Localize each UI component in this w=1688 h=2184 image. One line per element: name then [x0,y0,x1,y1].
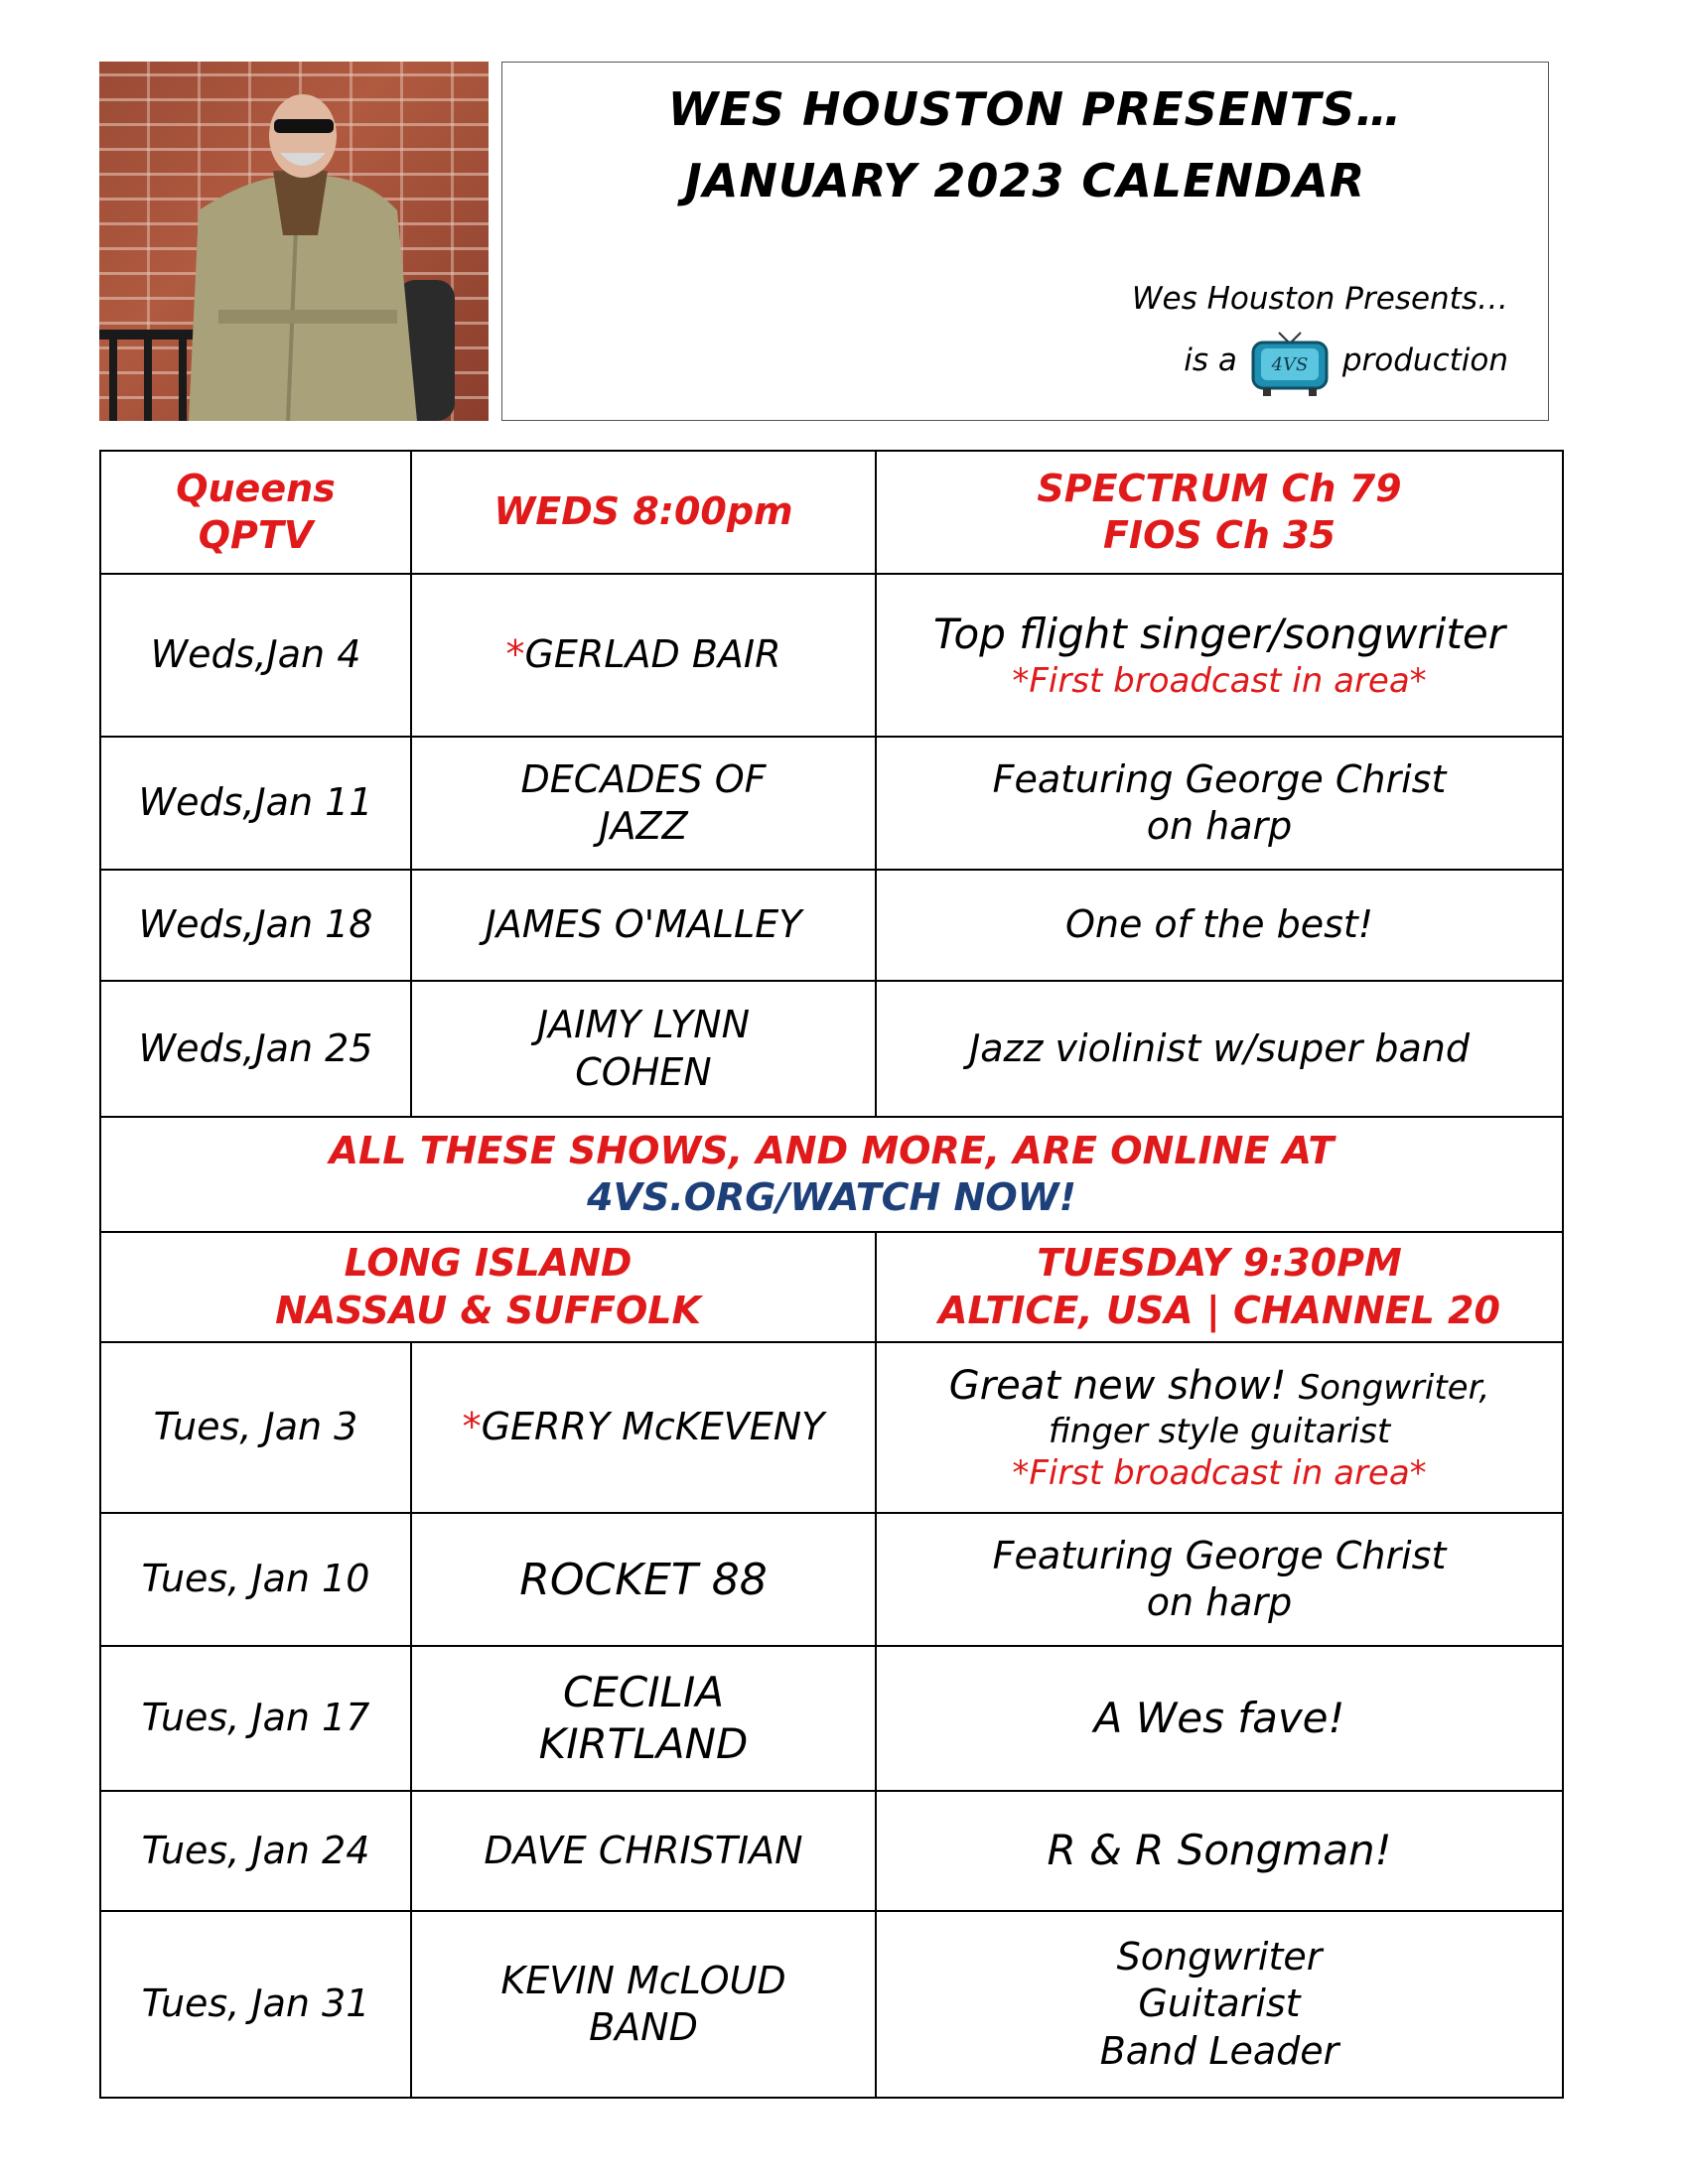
tv-logo-text: 4VS [1271,354,1309,375]
show-date: Tues, Jan 10 [100,1513,411,1646]
show-date: Weds,Jan 4 [100,574,411,737]
first-broadcast-note: *First broadcast in area* [1012,1453,1427,1493]
description-text: Songwriter, [1298,1367,1490,1408]
long-island-header-row [100,1232,1563,1342]
show-name [411,1646,876,1791]
show-name: DAVE CHRISTIAN [411,1791,876,1911]
long-island-time: TUESDAY 9:30PM [1037,1241,1402,1285]
description-line2: on harp [1146,804,1293,848]
schedule-table [99,450,1564,2099]
queens-time-cell: WEDS 8:00pm [411,451,876,574]
nassau-suffolk-label: NASSAU & SUFFOLK [275,1288,701,1332]
show-description: A Wes fave! [876,1646,1563,1791]
table-row [100,1646,1563,1791]
show-name-line2: COHEN [575,1049,712,1094]
show-description: Jazz violinist w/super band [876,981,1563,1117]
host-photo-illustration [99,62,489,421]
show-name [411,981,876,1117]
presents-text: Wes Houston Presents… [1131,281,1508,317]
queens-label: Queens [176,466,336,510]
show-description [876,1342,1563,1513]
description-line1: Featuring George Christ [992,756,1447,801]
description-line1: Featuring George Christ [992,1533,1447,1577]
description-line2: Guitarist [1138,1981,1301,2026]
host-photo [99,62,489,421]
show-name [411,737,876,870]
tv-logo-icon [1249,323,1331,398]
show-name-line1: DECADES OF [520,756,767,801]
show-name: ROCKET 88 [411,1513,876,1646]
table-row [100,1911,1563,2098]
first-broadcast-note: *First broadcast in area* [1012,661,1427,701]
production-text: production [1341,342,1508,378]
watch-link[interactable]: 4VS.ORG/WATCH NOW! [587,1175,1076,1219]
spectrum-channel: SPECTRUM Ch 79 [1037,466,1402,510]
show-name: JAMES O'MALLEY [411,870,876,981]
show-date: Tues, Jan 17 [100,1646,411,1791]
long-island-channel: ALTICE, USA | CHANNEL 20 [938,1288,1500,1332]
show-date: Weds,Jan 18 [100,870,411,981]
fios-channel: FIOS Ch 35 [1102,513,1336,557]
show-name [411,1342,876,1513]
show-name [411,574,876,737]
queens-channel-cell [876,451,1563,574]
show-name-text: GERRY McKEVENY [481,1405,825,1449]
show-name [411,1911,876,2098]
table-row [100,574,1563,737]
queens-header-row [100,451,1563,574]
show-date: Weds,Jan 25 [100,981,411,1117]
show-name-line1: JAIMY LYNN [536,1003,751,1046]
show-description [876,737,1563,870]
table-row [100,1342,1563,1513]
online-banner-row [100,1117,1563,1232]
table-row [100,870,1563,981]
queens-station-cell [100,451,411,574]
description-line2: on harp [1146,1580,1293,1624]
long-island-time-cell [876,1232,1563,1342]
page-title: WES HOUSTON PRESENTS… [667,82,1403,136]
table-row [100,737,1563,870]
description-line2: finger style guitarist [1048,1411,1391,1451]
qptv-label: QPTV [198,513,314,557]
is-a-text: is a [1184,342,1237,378]
show-description [876,1513,1563,1646]
online-banner-text: ALL THESE SHOWS, AND MORE, ARE ONLINE AT [329,1128,1335,1172]
header-box [501,62,1549,421]
show-date: Tues, Jan 31 [100,1911,411,2098]
long-island-label: LONG ISLAND [344,1241,633,1285]
table-row [100,981,1563,1117]
show-description: R & R Songman! [876,1791,1563,1911]
show-date: Tues, Jan 24 [100,1791,411,1911]
description-line1: Songwriter [1116,1934,1323,1979]
show-description [876,1911,1563,2098]
page-subtitle: JANUARY 2023 CALENDAR [684,154,1366,207]
description-text: Top flight singer/songwriter [933,609,1505,658]
show-description [876,574,1563,737]
star-marker: * [462,1405,482,1449]
show-name-line1: CECILIA [562,1667,725,1716]
production-line [1184,323,1508,398]
show-date: Tues, Jan 3 [100,1342,411,1513]
show-name-line2: JAZZ [599,804,688,848]
table-row [100,1791,1563,1911]
long-island-region-cell [100,1232,876,1342]
online-banner [100,1117,1563,1232]
show-name-line2: BAND [589,2005,698,2049]
star-marker: * [505,632,525,677]
description-line3: Band Leader [1099,2028,1339,2073]
show-name-line1: KEVIN McLOUD [500,1958,786,2002]
show-name-text: GERLAD BAIR [524,632,781,677]
show-name-line2: KIRTLAND [538,1719,749,1768]
show-description: One of the best! [876,870,1563,981]
show-date: Weds,Jan 11 [100,737,411,870]
description-highlight: Great new show! [948,1362,1287,1409]
table-row [100,1513,1563,1646]
